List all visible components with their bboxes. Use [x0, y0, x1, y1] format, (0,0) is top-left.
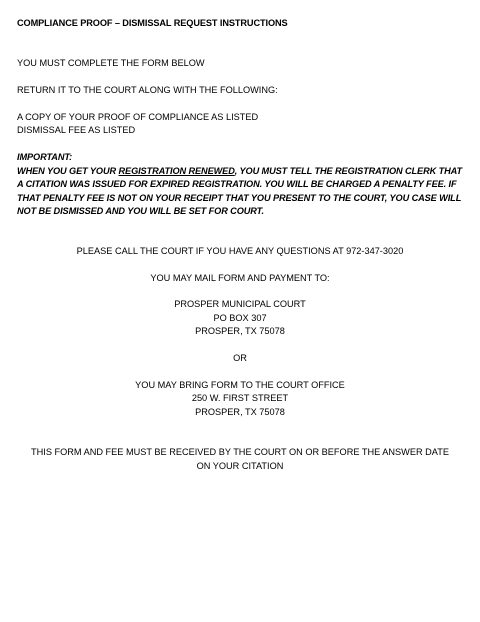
instruction-return: RETURN IT TO THE COURT ALONG WITH THE FOLLOWING:	[17, 85, 278, 95]
important-text	[17, 165, 469, 219]
important-text-after: , YOU MUST TELL THE REGISTRATION CLERK THAT A CITATION WAS ISSUED FOR EXPIRED REGISTRATION. YOU WILL BE CHARGED A PENALTY FEE. IF THAT PENALTY FEE IS NOT ON YOUR RECEIPT THAT YOU PRESENT TO THE COURT, YOU CASE WILL NOT BE DISMISSED AND YOU WILL BE SET FOR COURT.	[17, 165, 463, 217]
important-notice	[17, 151, 469, 219]
important-heading: IMPORTANT:	[17, 152, 73, 162]
mail-address-name: PROSPER MUNICIPAL COURT	[174, 299, 306, 309]
mail-instruction: YOU MAY MAIL FORM AND PAYMENT TO:	[150, 273, 330, 283]
deadline-notice: THIS FORM AND FEE MUST BE RECEIVED BY THE COURT ON OR BEFORE THE ANSWER DATE ON YOUR CITATION	[31, 447, 449, 471]
or-separator: OR	[233, 353, 247, 363]
mail-address-street: PO BOX 307	[213, 313, 267, 323]
important-text-before: WHEN YOU GET YOUR	[17, 165, 119, 176]
office-address-city: PROSPER, TX 75078	[195, 407, 285, 417]
item-copy-proof: A COPY OF YOUR PROOF OF COMPLIANCE AS LISTED	[17, 112, 259, 122]
document-title: COMPLIANCE PROOF – DISMISSAL REQUEST INSTRUCTIONS	[17, 18, 288, 28]
item-dismissal-fee: DISMISSAL FEE AS LISTED	[17, 125, 136, 135]
office-address-street: 250 W. FIRST STREET	[191, 393, 289, 403]
instruction-complete-form: YOU MUST COMPLETE THE FORM BELOW	[17, 58, 205, 68]
mail-address-city: PROSPER, TX 75078	[195, 326, 285, 336]
registration-renewed-emphasis: REGISTRATION RENEWED	[118, 165, 235, 176]
bring-instruction: YOU MAY BRING FORM TO THE COURT OFFICE	[135, 380, 345, 390]
call-court-line: PLEASE CALL THE COURT IF YOU HAVE ANY QUESTIONS AT 972-347-3020	[76, 246, 404, 256]
